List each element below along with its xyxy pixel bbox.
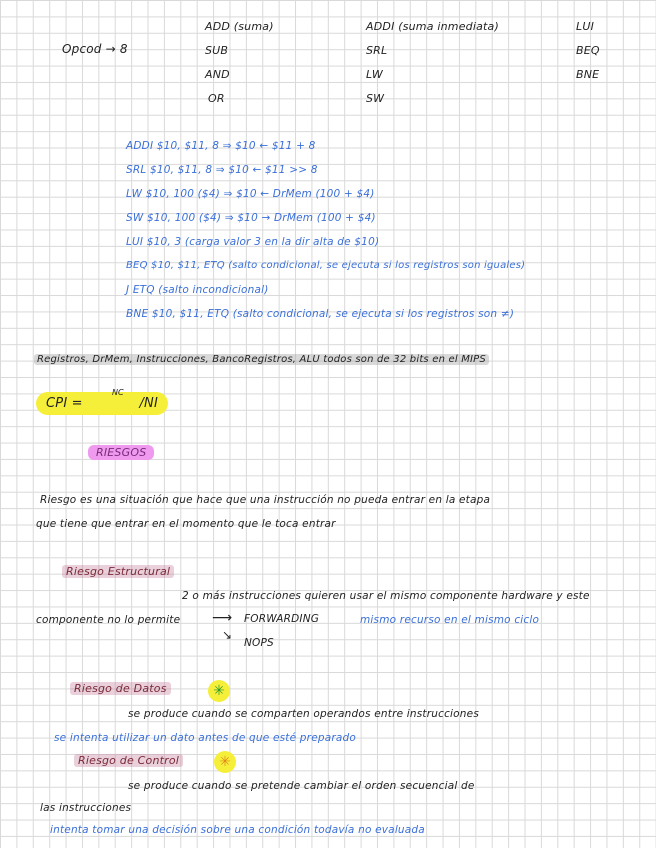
control-line1: se produce cuando se pretende cambiar el orden secuencial de [128, 780, 475, 792]
control-note: intenta tomar una decisión sobre una condición todavía no evaluada [50, 824, 425, 836]
opcode-col2-0: ADDI (suma inmediata) [366, 20, 499, 33]
control-line2: las instrucciones [40, 802, 132, 814]
right-arrow-icon: ⟶ [212, 610, 233, 626]
cpi-left: CPI = [46, 396, 83, 411]
riesgo-control-title: Riesgo de Control [74, 754, 183, 767]
riesgo-definition-line1: Riesgo es una situación que hace que una instrucción no pueda entrar en la etapa [40, 494, 491, 506]
example-line: BEQ $10, $11, ETQ (salto condicional, se ejecuta si los registros son iguales) [126, 260, 526, 271]
cpi-denominator: /NI [139, 396, 159, 411]
registers-note: Registros, DrMem, Instrucciones, BancoRegistros, ALU todos son de 32 bits en el MIPS [34, 354, 489, 365]
riesgo-definition-line2: que tiene que entrar en el momento que le toca entrar [36, 518, 336, 530]
riesgos-title: RIESGOS [88, 445, 154, 460]
opcode-col1-0: ADD (suma) [205, 20, 274, 33]
opcode-label: Opcod → 8 [62, 42, 128, 56]
example-line: SRL $10, $11, 8 ⇒ $10 ← $11 >> 8 [126, 164, 318, 176]
example-line: LW $10, 100 ($4) ⇒ $10 ← DrMem (100 + $4) [126, 188, 375, 200]
opcode-col1-2: AND [205, 68, 230, 81]
example-line: J ETQ (salto incondicional) [126, 284, 269, 296]
estructural-note: mismo recurso en el mismo ciclo [360, 614, 540, 626]
example-line: BNE $10, $11, ETQ (salto condicional, se ejecuta si los registros son ≠) [126, 308, 515, 320]
opcode-col1-3: OR [208, 92, 225, 105]
forwarding-option: FORWARDING [244, 613, 320, 625]
riesgo-datos-title: Riesgo de Datos [70, 682, 171, 695]
datos-note: se intenta utilizar un dato antes de que esté preparado [54, 732, 356, 744]
opcode-col3-2: BNE [576, 68, 600, 81]
cpi-numerator: NC [112, 388, 124, 397]
estructural-line2: componente no lo permite [36, 614, 181, 626]
opcode-col3-0: LUI [576, 20, 595, 33]
example-line: ADDI $10, $11, 8 ⇒ $10 ← $11 + 8 [126, 140, 316, 152]
down-right-arrow-icon: ↘ [222, 628, 233, 642]
example-line: LUI $10, 3 (carga valor 3 en la dir alta de $10) [126, 236, 380, 248]
opcode-col2-1: SRL [366, 44, 388, 57]
estructural-line1: 2 o más instrucciones quieren usar el mismo componente hardware y este [182, 590, 590, 602]
opcode-col2-3: SW [366, 92, 385, 105]
orange-star-icon: ✳ [214, 751, 236, 773]
cpi-formula [36, 392, 168, 415]
riesgo-estructural-title: Riesgo Estructural [62, 565, 174, 578]
opcode-col2-2: LW [366, 68, 383, 81]
example-line: SW $10, 100 ($4) ⇒ $10 → DrMem (100 + $4) [126, 212, 376, 224]
nops-option: NOPS [244, 637, 274, 649]
datos-line1: se produce cuando se comparten operandos entre instrucciones [128, 708, 479, 720]
green-star-icon: ✳ [208, 680, 230, 702]
opcode-col1-1: SUB [205, 44, 229, 57]
opcode-col3-1: BEQ [576, 44, 600, 57]
